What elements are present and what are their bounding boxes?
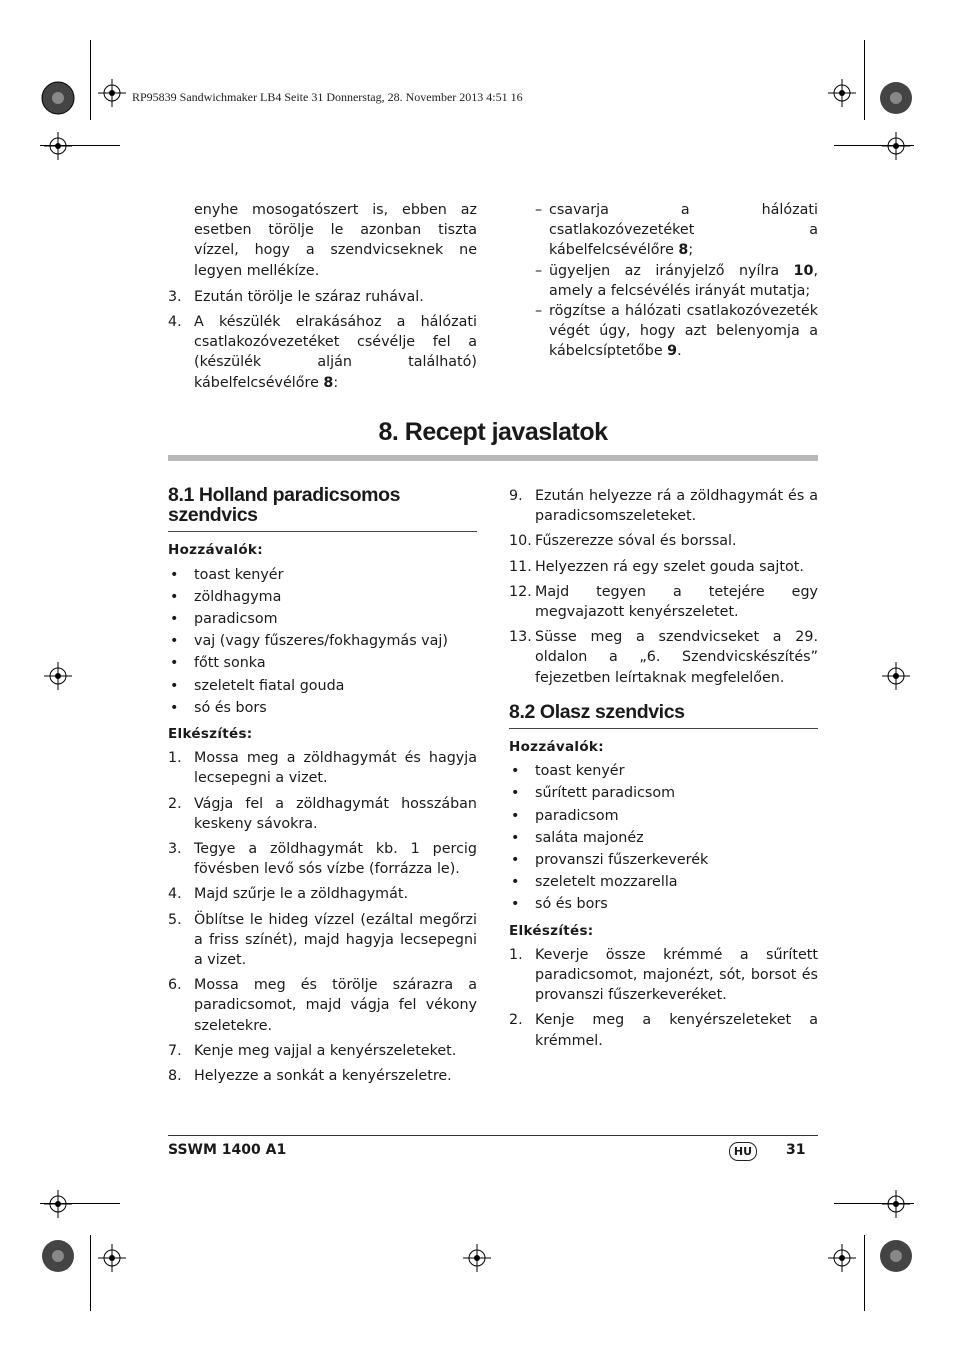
footer-rule [168,1135,818,1136]
step-number: 4. [168,886,182,903]
registration-wheel-icon [40,80,76,116]
step-number: 4. [168,314,182,331]
dash-item-text: ügyeljen az irányjelző nyílra [549,262,794,279]
ingredient-text: só és bors [535,896,608,913]
step-number: 13. [509,629,532,646]
step-text: Helyezze a sonkát a kenyérszeletre. [194,1068,452,1085]
ingredient-item [509,761,818,781]
crop-mark [90,1235,91,1311]
step-text: Majd szűrje le a zöldhagymát. [194,886,409,903]
ingredient-text: szeletelt mozzarella [535,874,678,891]
step-number: 8. [168,1068,182,1085]
bullet-icon: • [170,588,179,605]
crosshair-icon [828,1244,856,1272]
bullet-icon: • [170,566,179,583]
ingredients-list [509,761,818,914]
dash-item-tail: , amely a felcsévélés irányát mutatja; [549,262,818,299]
steps-list [168,748,477,1086]
ingredient-text: saláta majonéz [535,829,644,846]
step-number: 2. [168,795,182,812]
ingredients-list [168,565,477,718]
dash-item: – csavarja a hálózati csatlakozóvezetéket a kábelfelcsévélőre 8; [535,202,818,259]
step-number: 1. [509,946,523,963]
section-title-bar [168,455,818,461]
part-ref: 9 [667,343,678,360]
part-ref: 8 [323,374,334,391]
page-number: 31 [786,1142,806,1158]
dash-item-tail: . [677,343,682,360]
ingredient-item [509,872,818,892]
step-text: Kenje meg a kenyérszeleteket a krémmel. [535,1012,818,1049]
step-number: 10. [509,533,532,550]
step-number: 9. [509,488,523,504]
dash-item: – ügyeljen az irányjelző nyílra 10, amely a felcsévélés irányát mutatja; [535,262,818,299]
ingredient-text: paradicsom [194,611,278,628]
prep-label: Elkészítés: [509,922,594,939]
ingredient-item [509,806,818,826]
crosshair-icon [44,132,72,160]
bullet-icon: • [170,655,179,672]
step-text: Tegye a zöldhagymát kb. 1 percig fövésben levő sós vízbe (forrázza le). [194,841,477,878]
ingredient-text: szeletelt fiatal gouda [194,677,345,694]
ingredient-item [168,653,477,673]
ingredient-text: sűrített paradicsom [535,785,676,802]
ingredient-text: só és bors [194,699,267,716]
ingredients-label: Hozzávalók: [509,739,604,756]
ingredient-text: zöldhagyma [194,588,282,605]
step-text: Fűszerezze sóval és borssal. [535,533,737,550]
steps-list-continued [509,486,818,688]
step-number: 11. [509,558,532,575]
language-badge: HU [729,1142,757,1161]
ingredient-item [168,609,477,629]
bullet-icon: • [511,785,520,802]
step-text: Majd tegyen a tetejére egy megvajazott kenyérszeletet. [535,583,818,621]
dash-item-text: rögzítse a hálózati csatlakozóvezeték végét úgy, hogy azt belenyomja a kábelcsíptetőbe [549,303,818,360]
crosshair-icon [44,662,72,690]
step-item [509,557,818,577]
steps-list [509,945,818,1051]
step-text: Vágja fel a zöldhagymát hosszában keskeny sávokra. [194,795,477,832]
step-item [168,884,477,904]
step-number: 3. [168,288,182,305]
step-item [168,1066,477,1086]
step-item [168,910,477,971]
ingredient-item [168,587,477,607]
step-text: Süsse meg a szendvicseket a 29. oldalon a „6. Szendvicskészítés” fejezetben leírtaknak megfelelően. [535,629,818,686]
step-text: Ezután helyezze rá a zöldhagymát és a paradicsomszeleteket. [535,488,818,525]
crosshair-icon [463,1244,491,1272]
step-text: A készülék elrakásához a hálózati csatlakozóvezetéket csévélje fel a (készülék alján található) kábelfelcsévélőre [194,314,477,391]
bullet-icon: • [170,699,179,716]
step-text: Mossa meg és törölje szárazra a paradicsomot, majd vágja fel vékony szeletekre. [194,977,477,1034]
recipe1-heading: 8.1 Holland paradicsomos szendvics [168,485,477,532]
step-number: 5. [168,911,182,928]
ingredient-text: toast kenyér [194,566,284,583]
dash-item-text: csavarja a hálózati csatlakozóvezetéket a kábelfelcsévélőre [549,202,818,259]
bullet-icon: • [170,677,179,694]
step-item [168,748,477,788]
bullet-icon: • [511,852,520,869]
step-item [509,531,818,551]
crosshair-icon [98,79,126,107]
bullet-icon: • [511,763,520,780]
step-item [509,627,818,688]
ingredient-item [509,850,818,870]
ingredient-item [509,828,818,848]
right-column [509,486,818,1056]
step-number: 6. [168,977,182,994]
step-item [509,582,818,622]
step-text: Keverje össze krémmé a sűrített paradicsomot, majonézt, sót, borsot és provanszi fűszerkeveréket. [535,946,818,1004]
step-text: Kenje meg vajjal a kenyérszeleteket. [194,1042,457,1059]
ingredient-item [168,565,477,585]
step-number: 12. [509,583,532,600]
crop-mark [90,40,91,120]
bullet-icon: • [511,874,520,891]
prep-label: Elkészítés: [168,726,253,743]
step-text: Helyezzen rá egy szelet gouda sajtot. [535,558,804,575]
section-title: 8. Recept javaslatok [378,418,608,446]
step-number: 1. [168,750,182,767]
top-right-column [535,200,818,362]
ingredients-label: Hozzávalók: [168,542,263,559]
step-number: 3. [168,841,182,858]
dash-item: – rögzítse a hálózati csatlakozóvezeték végét úgy, hogy azt belenyomja a kábelcsíptetőbe 9. [535,303,818,360]
continuation-paragraph: enyhe mosogatószert is, ebben az esetben törölje le azonban tiszta vízzel, hogy a szendvicseknek ne legyen mellékíze. [194,202,477,279]
ingredient-item [509,894,818,914]
top-left-column [168,200,477,398]
bullet-icon: • [511,807,520,824]
step-item [509,486,818,526]
step-text-tail: : [333,374,339,391]
ingredient-item [168,698,477,718]
model-number: SSWM 1400 A1 [168,1142,287,1158]
registration-wheel-icon [878,1238,914,1274]
step-text: Mossa meg a zöldhagymát és hagyja lecsepegni a vizet. [194,750,477,787]
ingredient-text: főtt sonka [194,655,266,672]
dash-item-tail: ; [688,242,694,259]
crosshair-icon [882,132,910,160]
step-item [168,1041,477,1061]
cleaning-step [168,287,477,307]
ingredient-text: paradicsom [535,807,619,824]
ingredient-text: toast kenyér [535,763,625,780]
crosshair-icon [828,79,856,107]
crosshair-icon [882,1190,910,1218]
bullet-icon: • [170,611,179,628]
step-item [509,1010,818,1050]
registration-wheel-icon [40,1238,76,1274]
step-text: Ezután törölje le száraz ruhával. [194,288,424,305]
bullet-icon: • [170,633,179,650]
step-text: Öblítse le hideg vízzel (ezáltal megőrzi a friss színét), majd hagyja lecsepegni a vizet. [194,911,477,969]
print-header: RP95839 Sandwichmaker LB4 Seite 31 Donnerstag, 28. November 2013 4:51 16 [132,90,523,104]
cleaning-step [168,312,477,393]
ingredient-text: vaj (vagy fűszeres/fokhagymás vaj) [194,633,448,650]
recipe1-column [168,485,477,1091]
part-ref: 10 [793,262,814,279]
crop-mark [864,40,865,120]
part-ref: 8 [678,242,689,259]
crosshair-icon [882,662,910,690]
crosshair-icon [44,1190,72,1218]
step-item [168,794,477,834]
crosshair-icon [98,1244,126,1272]
ingredient-item [168,631,477,651]
step-number: 7. [168,1042,182,1059]
step-item [509,945,818,1006]
crop-mark [864,1235,865,1311]
ingredient-item [509,783,818,803]
registration-wheel-icon [878,80,914,116]
bullet-icon: • [511,896,520,913]
ingredient-item [168,676,477,696]
step-item [168,975,477,1036]
bullet-icon: • [511,829,520,846]
recipe2-heading: 8.2 Olasz szendvics [509,702,818,729]
ingredient-text: provanszi fűszerkeverék [535,852,709,869]
step-number: 2. [509,1012,523,1029]
step-item [168,839,477,879]
